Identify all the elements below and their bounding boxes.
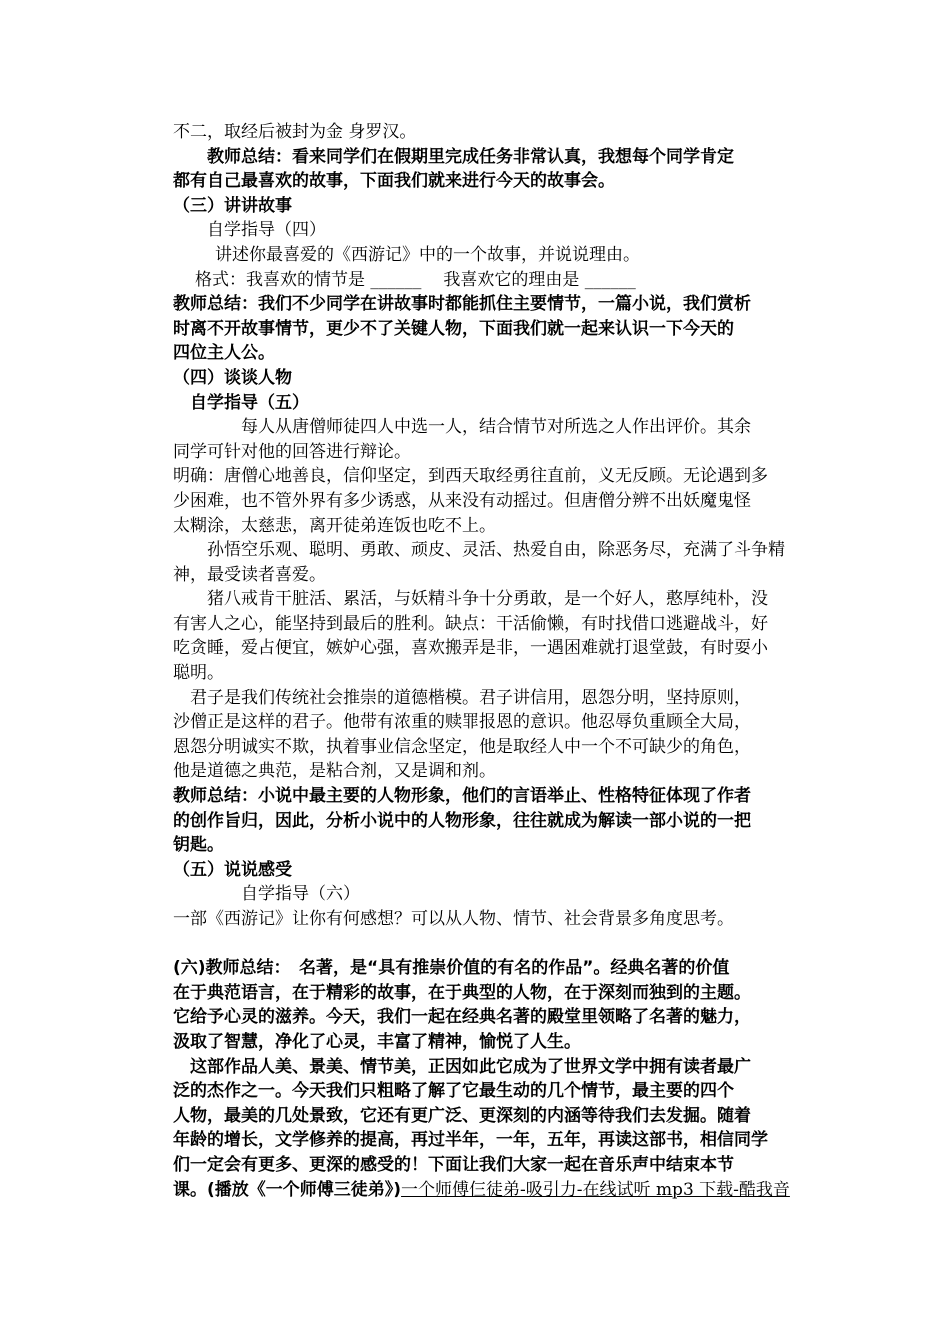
closing-line <box>173 1178 813 1203</box>
teacher-summary-2: 教师总结：我们不少同学在讲故事时都能抓住主要情节，一篇小说，我们赏析 <box>173 294 751 315</box>
teacher-summary-3: 教师总结：小说中最主要的人物形象，他们的言语举止、性格特征体现了作者 <box>173 786 751 807</box>
text-line: 他是道德之典范，是粘合剂，又是调和剂。 <box>173 761 496 782</box>
text-line: 讲述你最喜爱的《西游记》中的一个故事，并说说理由。 <box>215 244 640 265</box>
closing-paragraph-cont: 年龄的增长，文学修养的提高，再过半年，一年，五年，再读这部书，相信同学 <box>173 1130 768 1151</box>
text-line: 孙悟空乐观、聪明、勇敢、顽皮、灵活、热爱自由，除恶务尽，充满了斗争精 <box>207 540 785 561</box>
text-line: 不二，取经后被封为金 身罗汉。 <box>173 122 417 142</box>
teacher-summary-2-cont: 四位主人公。 <box>173 343 275 364</box>
teacher-summary-3-cont: 钥匙。 <box>173 835 224 856</box>
format-part-1: 格式：我喜欢的情节是 ______ <box>195 269 422 290</box>
closing-line-text: 课。(播放《一个师傅三徒弟》) <box>173 1179 402 1200</box>
closing-paragraph-cont: 们一定会有更多、更深的感受的！下面让我们大家一起在音乐声中结束本节 <box>173 1154 734 1175</box>
blank-line <box>173 932 813 957</box>
teacher-summary-final-cont: 汲取了智慧，净化了心灵，丰富了精神，愉悦了人生。 <box>173 1031 581 1052</box>
text-line: 明确：唐僧心地善良，信仰坚定，到西天取经勇往直前，义无反顾。无论遇到多 <box>173 466 768 487</box>
teacher-summary-final-cont: 在于典范语言，在于精彩的故事，在于典型的人物，在于深刻而独到的主题。 <box>173 982 751 1003</box>
text-line: 君子是我们传统社会推崇的道德楷模。君子讲信用，恩怨分明，坚持原则， <box>190 687 751 708</box>
teacher-summary-final: (六)教师总结： 名著，是“具有推崇价值的有名的作品”。经典名著的价值 <box>173 958 730 979</box>
text-line: 太糊涂，太慈悲，离开徒弟连饭也吃不上。 <box>173 515 496 536</box>
closing-paragraph-cont: 泛的杰作之一。今天我们只粗略了解了它最生动的几个情节，最主要的四个 <box>173 1081 734 1102</box>
section-heading-5: （五）说说感受 <box>173 859 292 880</box>
text-line: 猪八戒肯干脏活、累活，与妖精斗争十分勇敢，是一个好人，憨厚纯朴，没 <box>207 589 768 610</box>
teacher-summary-final-cont: 它给予心灵的滋养。今天，我们一起在经典名著的殿堂里领略了名著的魅力， <box>173 1007 751 1028</box>
text-line: 恩怨分明诚实不欺，执着事业信念坚定，他是取经人中一个不可缺少的角色， <box>173 736 751 757</box>
text-line: 一部《西游记》让你有何感想？可以从人物、情节、社会背景多角度思考。 <box>173 909 734 929</box>
format-line <box>173 268 813 293</box>
closing-paragraph: 这部作品人美、景美、情节美，正因如此它成为了世界文学中拥有读者最广 <box>190 1056 751 1077</box>
text-line: 吃贪睡，爱占便宜，嫉妒心强，喜欢搬弄是非，一遇困难就打退堂鼓，有时耍小 <box>173 638 768 659</box>
teacher-summary-3-cont: 的创作旨归，因此，分析小说中的人物形象，往往就成为解读一部小说的一把 <box>173 810 751 831</box>
self-study-guide-6: 自学指导（六） <box>241 884 360 905</box>
closing-paragraph-cont: 人物，最美的几处景致，它还有更广泛、更深刻的内涵等待我们去发掘。随着 <box>173 1105 751 1126</box>
teacher-summary-2-cont: 时离不开故事情节，更少不了关键人物，下面我们就一起来认识一下今天的 <box>173 318 734 339</box>
text-line: 神，最受读者喜爱。 <box>173 564 326 585</box>
text-line: 聪明。 <box>173 663 224 684</box>
section-heading-4: （四）谈谈人物 <box>173 367 292 388</box>
text-line: 有害人之心，能坚持到最后的胜利。缺点：干活偷懒，有时找借口逃避战斗，好 <box>173 613 768 634</box>
teacher-summary-1: 教师总结：看来同学们在假期里完成任务非常认真，我想每个同学肯定 <box>207 146 734 167</box>
section-heading-3: （三）讲讲故事 <box>173 195 292 216</box>
text-line: 沙僧正是这样的君子。他带有浓重的赎罪报恩的意识。他忍辱负重顾全大局， <box>173 712 751 733</box>
self-study-guide-5: 自学指导（五） <box>190 392 309 413</box>
text-line: 同学可针对他的回答进行辩论。 <box>173 441 411 462</box>
document-page <box>173 120 813 1202</box>
text-line: 少困难，也不管外界有多少诱惑，从来没有动摇过。但唐僧分辨不出妖魔鬼怪 <box>173 490 751 511</box>
teacher-summary-1-cont: 都有自己最喜欢的故事，下面我们就来进行今天的故事会。 <box>173 171 615 192</box>
self-study-guide-4: 自学指导（四） <box>207 220 326 241</box>
format-part-2: 我喜欢它的理由是 ______ <box>443 269 636 290</box>
text-line: 每人从唐僧师徒四人中选一人，结合情节对所选之人作出评价。其余 <box>241 417 751 438</box>
song-link[interactable]: 一个师傅仨徒弟-吸引力-在线试听 mp3 下载-酷我音 <box>401 1179 790 1200</box>
